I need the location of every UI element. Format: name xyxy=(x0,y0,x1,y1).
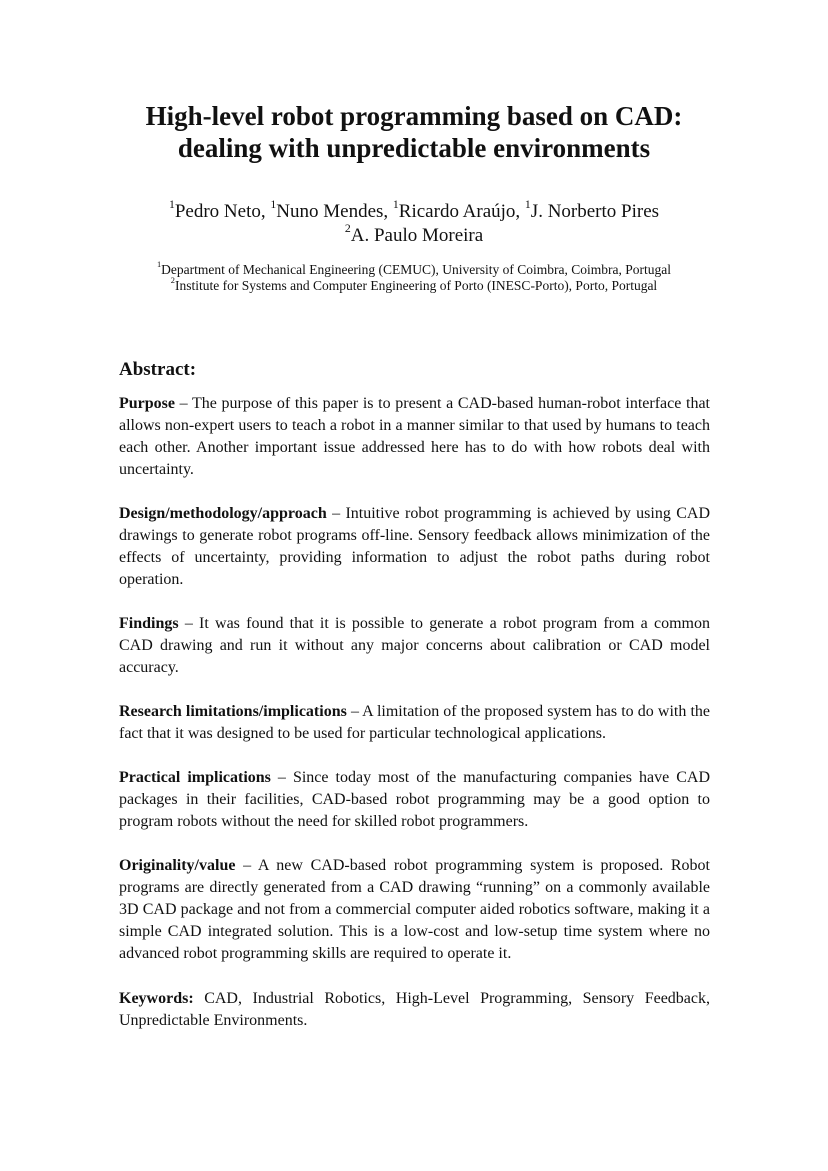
affiliation-marker: 2 xyxy=(170,275,175,285)
abstract-heading: Abstract: xyxy=(119,359,197,380)
section-text: – It was found that it is possible to generate a robot program from a common CAD drawing and run it without any major concerns about calibration or CAD model accuracy. xyxy=(119,615,710,676)
abstract-originality-value xyxy=(119,855,710,965)
author-line-1 xyxy=(60,197,768,224)
abstract-purpose xyxy=(119,393,710,481)
section-text: – Intuitive robot programming is achieved by using CAD drawings to generate robot programs off-line. Sensory feedback allows minimization of the effects of uncertainty, providing information to adjust the robot paths during robot operation. xyxy=(119,505,710,588)
section-text: – Since today most of the manufacturing companies have CAD packages in their facilities, CAD-based robot programming may be a good option to program robots without the need for skilled robot programmers. xyxy=(119,769,710,830)
affiliation-list xyxy=(60,259,768,294)
author-affiliation-marker: 1 xyxy=(524,197,531,211)
author-name: Nuno Mendes, xyxy=(276,201,393,222)
paper-title xyxy=(60,100,768,164)
author-name: Pedro Neto, xyxy=(174,201,271,222)
author-list xyxy=(60,197,768,248)
affiliation-marker: 1 xyxy=(156,259,162,269)
abstract-practical-implications xyxy=(119,767,710,833)
affiliation-1 xyxy=(60,259,768,278)
author-affiliation-marker: 2 xyxy=(344,221,351,235)
title-line-1: High-level robot programming based on CAD: xyxy=(145,101,683,131)
author-affiliation-marker: 1 xyxy=(270,197,277,211)
section-label: Research limitations/implications xyxy=(119,703,347,720)
abstract-research-limitations xyxy=(119,701,710,745)
keywords-text: CAD, Industrial Robotics, High-Level Programming, Sensory Feedback, Unpredictable Environments. xyxy=(119,990,710,1029)
affiliation-text: Institute for Systems and Computer Engineering of Porto (INESC-Porto), Porto, Portugal xyxy=(174,278,658,293)
section-label: Purpose xyxy=(119,395,175,412)
section-text: – A new CAD-based robot programming system is proposed. Robot programs are directly generated from a CAD drawing “running” on a commonly available 3D CAD package and not from a commercial computer aided robotics software, making it a simple CAD integrated solution. This is a low-cost and low-setup time system where no advanced robot programming skills are required to operate it. xyxy=(119,857,710,962)
section-label: Originality/value xyxy=(119,857,236,874)
affiliation-text: Department of Mechanical Engineering (CEMUC), University of Coimbra, Coimbra, Portugal xyxy=(161,262,672,277)
section-label: Design/methodology/approach xyxy=(119,505,327,522)
section-text: – The purpose of this paper is to present a CAD-based human-robot interface that allows non-expert users to teach a robot in a manner similar to that used by humans to teach each other. Another important issue addressed here has to do with how robots deal with uncertainty. xyxy=(119,395,710,478)
author-name: A. Paulo Moreira xyxy=(350,225,484,246)
author-name: Ricardo Araújo, xyxy=(398,201,525,222)
section-label: Findings xyxy=(119,615,179,632)
author-line-2 xyxy=(60,221,768,248)
abstract-design-methodology xyxy=(119,503,710,591)
author-affiliation-marker: 1 xyxy=(168,197,175,211)
title-line-2: dealing with unpredictable environments xyxy=(177,133,651,163)
affiliation-2 xyxy=(60,275,768,294)
section-text: – A limitation of the proposed system has to do with the fact that it was designed to be used for particular technological applications. xyxy=(119,703,711,742)
keywords xyxy=(119,988,710,1032)
author-affiliation-marker: 1 xyxy=(392,197,399,211)
author-name: J. Norberto Pires xyxy=(530,201,660,222)
keywords-label: Keywords: xyxy=(119,990,194,1007)
abstract-findings xyxy=(119,613,710,679)
section-label: Practical implications xyxy=(119,769,271,786)
